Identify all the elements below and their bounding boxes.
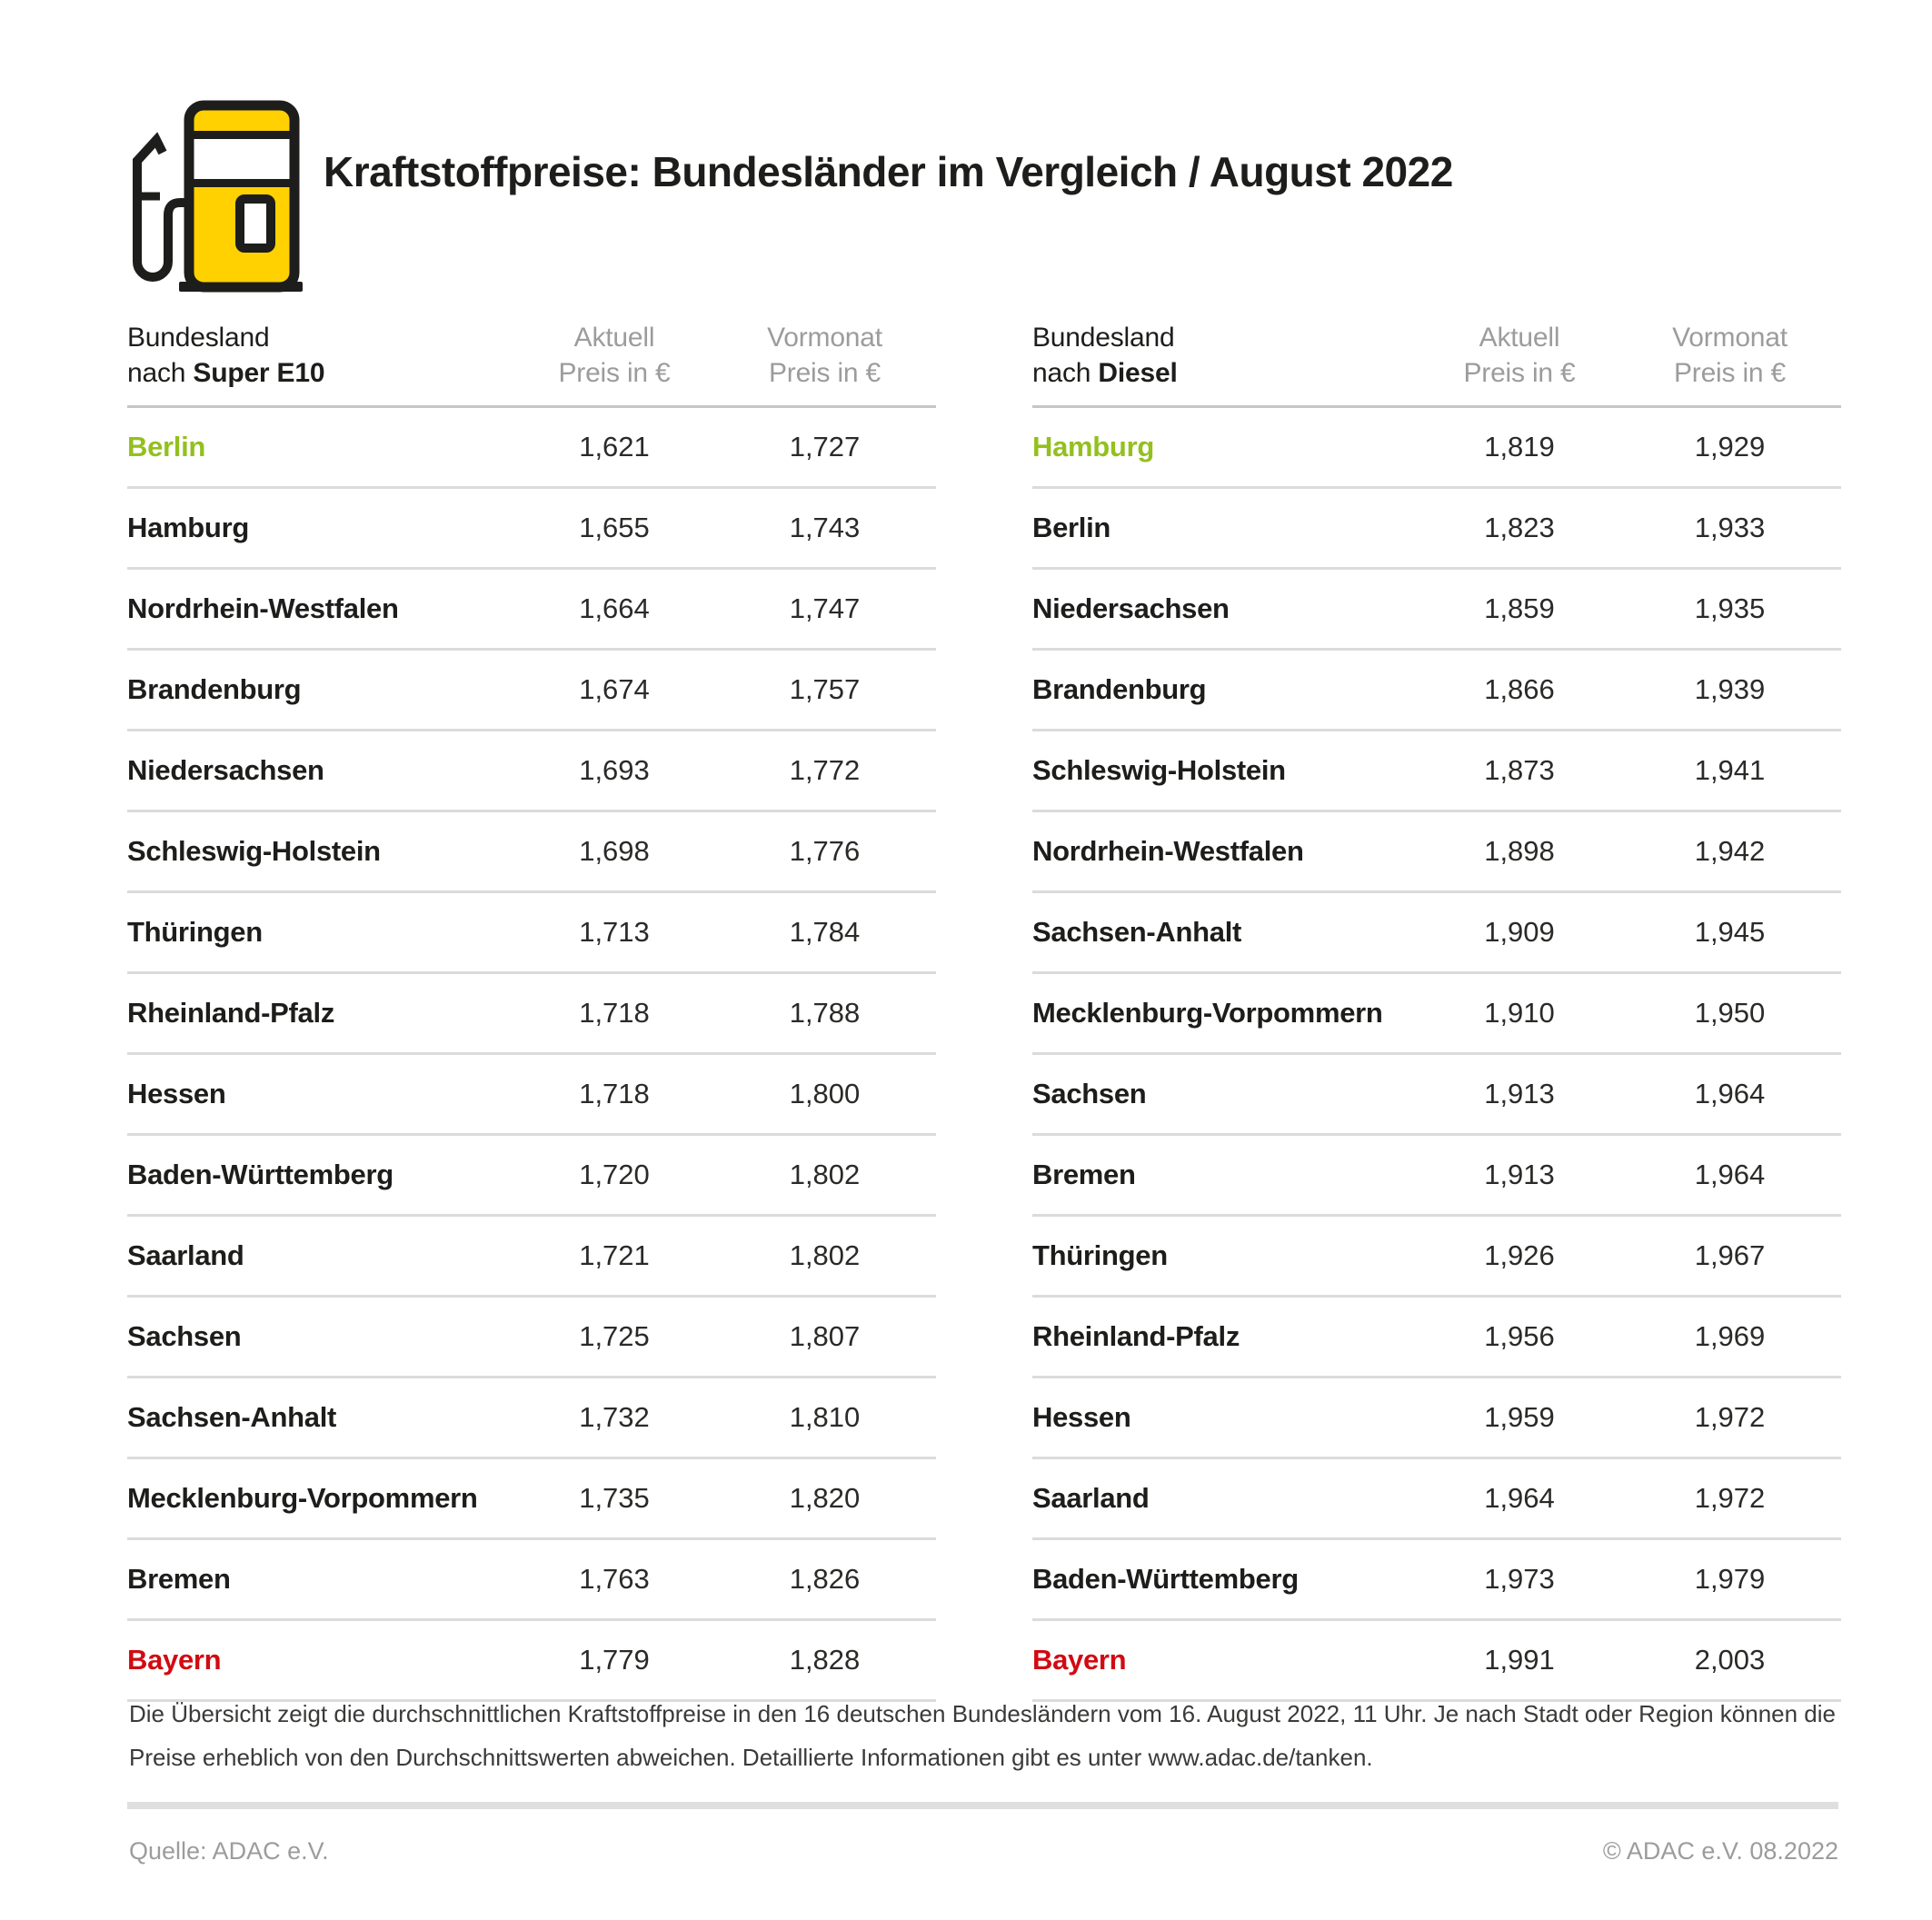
price-vormonat: 1,942 xyxy=(1694,835,1766,867)
table-super-e10 xyxy=(127,320,936,1702)
table-header xyxy=(1032,320,1841,408)
footnote xyxy=(129,1692,1838,1779)
price-aktuell: 1,913 xyxy=(1484,1159,1555,1190)
price-vormonat: 1,784 xyxy=(789,916,861,948)
column-header-bundesland xyxy=(127,320,515,391)
price-aktuell: 1,873 xyxy=(1484,754,1555,786)
price-aktuell: 1,698 xyxy=(579,835,650,867)
state-name: Mecklenburg-Vorpommern xyxy=(1032,997,1383,1029)
footer xyxy=(129,1837,1838,1865)
price-vormonat: 1,972 xyxy=(1694,1482,1766,1514)
column-header-bundesland xyxy=(1032,320,1420,391)
price-vormonat: 1,828 xyxy=(789,1644,861,1676)
state-name: Berlin xyxy=(1032,512,1111,543)
price-vormonat: 1,969 xyxy=(1694,1320,1766,1352)
price-aktuell: 1,823 xyxy=(1484,512,1555,543)
price-aktuell: 1,693 xyxy=(579,754,650,786)
state-name: Saarland xyxy=(127,1239,244,1271)
price-aktuell: 1,779 xyxy=(579,1644,650,1676)
table-row xyxy=(127,974,936,1055)
price-vormonat: 1,979 xyxy=(1694,1563,1766,1595)
price-aktuell: 1,763 xyxy=(579,1563,650,1595)
footnote-line-1: Die Übersicht zeigt die durchschnittlichen Kraftstoffpreise in den 16 deutschen Bundesländern vom 16. August 2022, 11 Uhr. Je nach Stadt oder Region können die xyxy=(129,1700,1837,1727)
table-row xyxy=(1032,1217,1841,1298)
column-header-vormonat xyxy=(713,320,936,391)
state-name: Rheinland-Pfalz xyxy=(127,997,335,1029)
pump-display-window xyxy=(240,199,271,248)
state-name: Thüringen xyxy=(1032,1239,1168,1271)
table-row xyxy=(1032,1378,1841,1459)
header-line1: Aktuell xyxy=(573,323,655,353)
footnote-line-2: Preise erheblich von den Durchschnittswerten abweichen. Detaillierte Informationen gibt es unter www.adac.de/tanken. xyxy=(129,1744,1373,1771)
price-aktuell: 1,991 xyxy=(1484,1644,1555,1676)
price-aktuell: 1,655 xyxy=(579,512,650,543)
price-vormonat: 1,964 xyxy=(1694,1159,1766,1190)
price-vormonat: 1,757 xyxy=(789,673,861,705)
state-name: Bayern xyxy=(127,1644,222,1676)
price-aktuell: 1,718 xyxy=(579,997,650,1029)
header-line2: Preis in € xyxy=(1463,358,1576,388)
price-vormonat: 1,772 xyxy=(789,754,861,786)
column-header-vormonat xyxy=(1618,320,1841,391)
fuel-type-label: Diesel xyxy=(1098,358,1178,388)
table-row xyxy=(1032,893,1841,974)
state-name: Hessen xyxy=(1032,1401,1131,1433)
table-row xyxy=(1032,1298,1841,1378)
price-aktuell: 1,721 xyxy=(579,1239,650,1271)
price-vormonat: 1,807 xyxy=(789,1320,861,1352)
state-name: Hessen xyxy=(127,1078,226,1109)
table-row xyxy=(1032,812,1841,893)
state-name: Sachsen-Anhalt xyxy=(1032,916,1242,948)
state-name: Bayern xyxy=(1032,1644,1127,1676)
price-vormonat: 1,727 xyxy=(789,431,861,463)
table-row xyxy=(127,1136,936,1217)
price-aktuell: 1,735 xyxy=(579,1482,650,1514)
table-row xyxy=(127,1459,936,1540)
price-vormonat: 1,941 xyxy=(1694,754,1766,786)
price-vormonat: 1,929 xyxy=(1694,431,1766,463)
price-aktuell: 1,725 xyxy=(579,1320,650,1352)
table-row xyxy=(1032,1136,1841,1217)
table-row xyxy=(127,489,936,570)
state-name: Schleswig-Holstein xyxy=(1032,754,1286,786)
price-vormonat: 1,747 xyxy=(789,592,861,624)
state-name: Bremen xyxy=(127,1563,231,1595)
price-vormonat: 1,972 xyxy=(1694,1401,1766,1433)
state-name: Nordrhein-Westfalen xyxy=(1032,835,1304,867)
table-row xyxy=(127,1540,936,1621)
table-row xyxy=(1032,408,1841,489)
table-row xyxy=(127,1055,936,1136)
table-row xyxy=(127,812,936,893)
price-aktuell: 1,956 xyxy=(1484,1320,1555,1352)
price-aktuell: 1,674 xyxy=(579,673,650,705)
price-vormonat: 1,788 xyxy=(789,997,861,1029)
state-name: Bremen xyxy=(1032,1159,1136,1190)
fuel-type-label: Super E10 xyxy=(193,358,325,388)
price-aktuell: 1,718 xyxy=(579,1078,650,1109)
price-aktuell: 1,973 xyxy=(1484,1563,1555,1595)
table-row xyxy=(127,1378,936,1459)
price-aktuell: 1,926 xyxy=(1484,1239,1555,1271)
table-row xyxy=(1032,1055,1841,1136)
price-aktuell: 1,713 xyxy=(579,916,650,948)
state-name: Schleswig-Holstein xyxy=(127,835,381,867)
price-aktuell: 1,859 xyxy=(1484,592,1555,624)
price-vormonat: 1,945 xyxy=(1694,916,1766,948)
table-row xyxy=(127,408,936,489)
table-header xyxy=(127,320,936,408)
state-name: Hamburg xyxy=(1032,431,1154,463)
price-vormonat: 1,950 xyxy=(1694,997,1766,1029)
header-line2 xyxy=(1032,355,1420,391)
header-line1: Bundesland xyxy=(127,323,270,353)
table-row xyxy=(1032,731,1841,812)
state-name: Rheinland-Pfalz xyxy=(1032,1320,1240,1352)
price-aktuell: 1,621 xyxy=(579,431,650,463)
copyright-label: © ADAC e.V. 08.2022 xyxy=(1602,1837,1838,1865)
header-line1: Vormonat xyxy=(767,323,882,353)
state-name: Sachsen xyxy=(1032,1078,1147,1109)
header-line2: Preis in € xyxy=(768,358,881,388)
header-prefix: nach xyxy=(1032,358,1099,388)
table-row xyxy=(1032,1621,1841,1702)
price-vormonat: 1,826 xyxy=(789,1563,861,1595)
state-name: Sachsen-Anhalt xyxy=(127,1401,337,1433)
state-name: Niedersachsen xyxy=(127,754,324,786)
table-row xyxy=(1032,570,1841,651)
price-aktuell: 1,732 xyxy=(579,1401,650,1433)
price-vormonat: 2,003 xyxy=(1694,1644,1766,1676)
state-name: Sachsen xyxy=(127,1320,242,1352)
table-row xyxy=(1032,489,1841,570)
table-row xyxy=(127,1298,936,1378)
price-aktuell: 1,819 xyxy=(1484,431,1555,463)
pump-white-band xyxy=(194,139,290,179)
state-name: Brandenburg xyxy=(1032,673,1207,705)
header-line2: Preis in € xyxy=(1673,358,1787,388)
price-vormonat: 1,967 xyxy=(1694,1239,1766,1271)
table-row xyxy=(127,651,936,731)
price-aktuell: 1,909 xyxy=(1484,916,1555,948)
table-row xyxy=(1032,1459,1841,1540)
price-vormonat: 1,810 xyxy=(789,1401,861,1433)
pump-hose xyxy=(137,140,189,277)
price-aktuell: 1,898 xyxy=(1484,835,1555,867)
header-line1: Aktuell xyxy=(1479,323,1560,353)
table-row xyxy=(127,1217,936,1298)
price-vormonat: 1,935 xyxy=(1694,592,1766,624)
page-title: Kraftstoffpreise: Bundesländer im Vergleich / August 2022 xyxy=(324,148,1453,195)
price-aktuell: 1,866 xyxy=(1484,673,1555,705)
state-name: Niedersachsen xyxy=(1032,592,1230,624)
header-line2: Preis in € xyxy=(558,358,671,388)
price-vormonat: 1,776 xyxy=(789,835,861,867)
price-vormonat: 1,802 xyxy=(789,1239,861,1271)
price-vormonat: 1,939 xyxy=(1694,673,1766,705)
table-row xyxy=(1032,1540,1841,1621)
source-label: Quelle: ADAC e.V. xyxy=(129,1837,329,1865)
state-name: Baden-Württemberg xyxy=(1032,1563,1299,1595)
state-name: Baden-Württemberg xyxy=(127,1159,393,1190)
price-vormonat: 1,743 xyxy=(789,512,861,543)
price-vormonat: 1,800 xyxy=(789,1078,861,1109)
state-name: Mecklenburg-Vorpommern xyxy=(127,1482,478,1514)
price-aktuell: 1,959 xyxy=(1484,1401,1555,1433)
header-line2 xyxy=(127,355,515,391)
state-name: Berlin xyxy=(127,431,206,463)
tables-container xyxy=(127,320,1841,1702)
column-header-aktuell xyxy=(1420,320,1618,391)
header-line1: Vormonat xyxy=(1672,323,1788,353)
table-row xyxy=(127,893,936,974)
table-diesel xyxy=(1032,320,1841,1702)
price-aktuell: 1,720 xyxy=(579,1159,650,1190)
header-prefix: nach xyxy=(127,358,194,388)
price-aktuell: 1,964 xyxy=(1484,1482,1555,1514)
price-vormonat: 1,820 xyxy=(789,1482,861,1514)
price-aktuell: 1,664 xyxy=(579,592,650,624)
header-line1: Bundesland xyxy=(1032,323,1175,353)
table-row xyxy=(127,731,936,812)
price-aktuell: 1,913 xyxy=(1484,1078,1555,1109)
table-row xyxy=(1032,974,1841,1055)
column-header-aktuell xyxy=(515,320,713,391)
state-name: Hamburg xyxy=(127,512,249,543)
table-row xyxy=(127,570,936,651)
price-aktuell: 1,910 xyxy=(1484,997,1555,1029)
state-name: Thüringen xyxy=(127,916,263,948)
state-name: Saarland xyxy=(1032,1482,1150,1514)
state-name: Brandenburg xyxy=(127,673,302,705)
fuel-pump-icon xyxy=(127,96,309,296)
price-vormonat: 1,802 xyxy=(789,1159,861,1190)
state-name: Nordrhein-Westfalen xyxy=(127,592,399,624)
table-row xyxy=(1032,651,1841,731)
table-row xyxy=(127,1621,936,1702)
divider xyxy=(127,1802,1838,1809)
price-vormonat: 1,964 xyxy=(1694,1078,1766,1109)
price-vormonat: 1,933 xyxy=(1694,512,1766,543)
